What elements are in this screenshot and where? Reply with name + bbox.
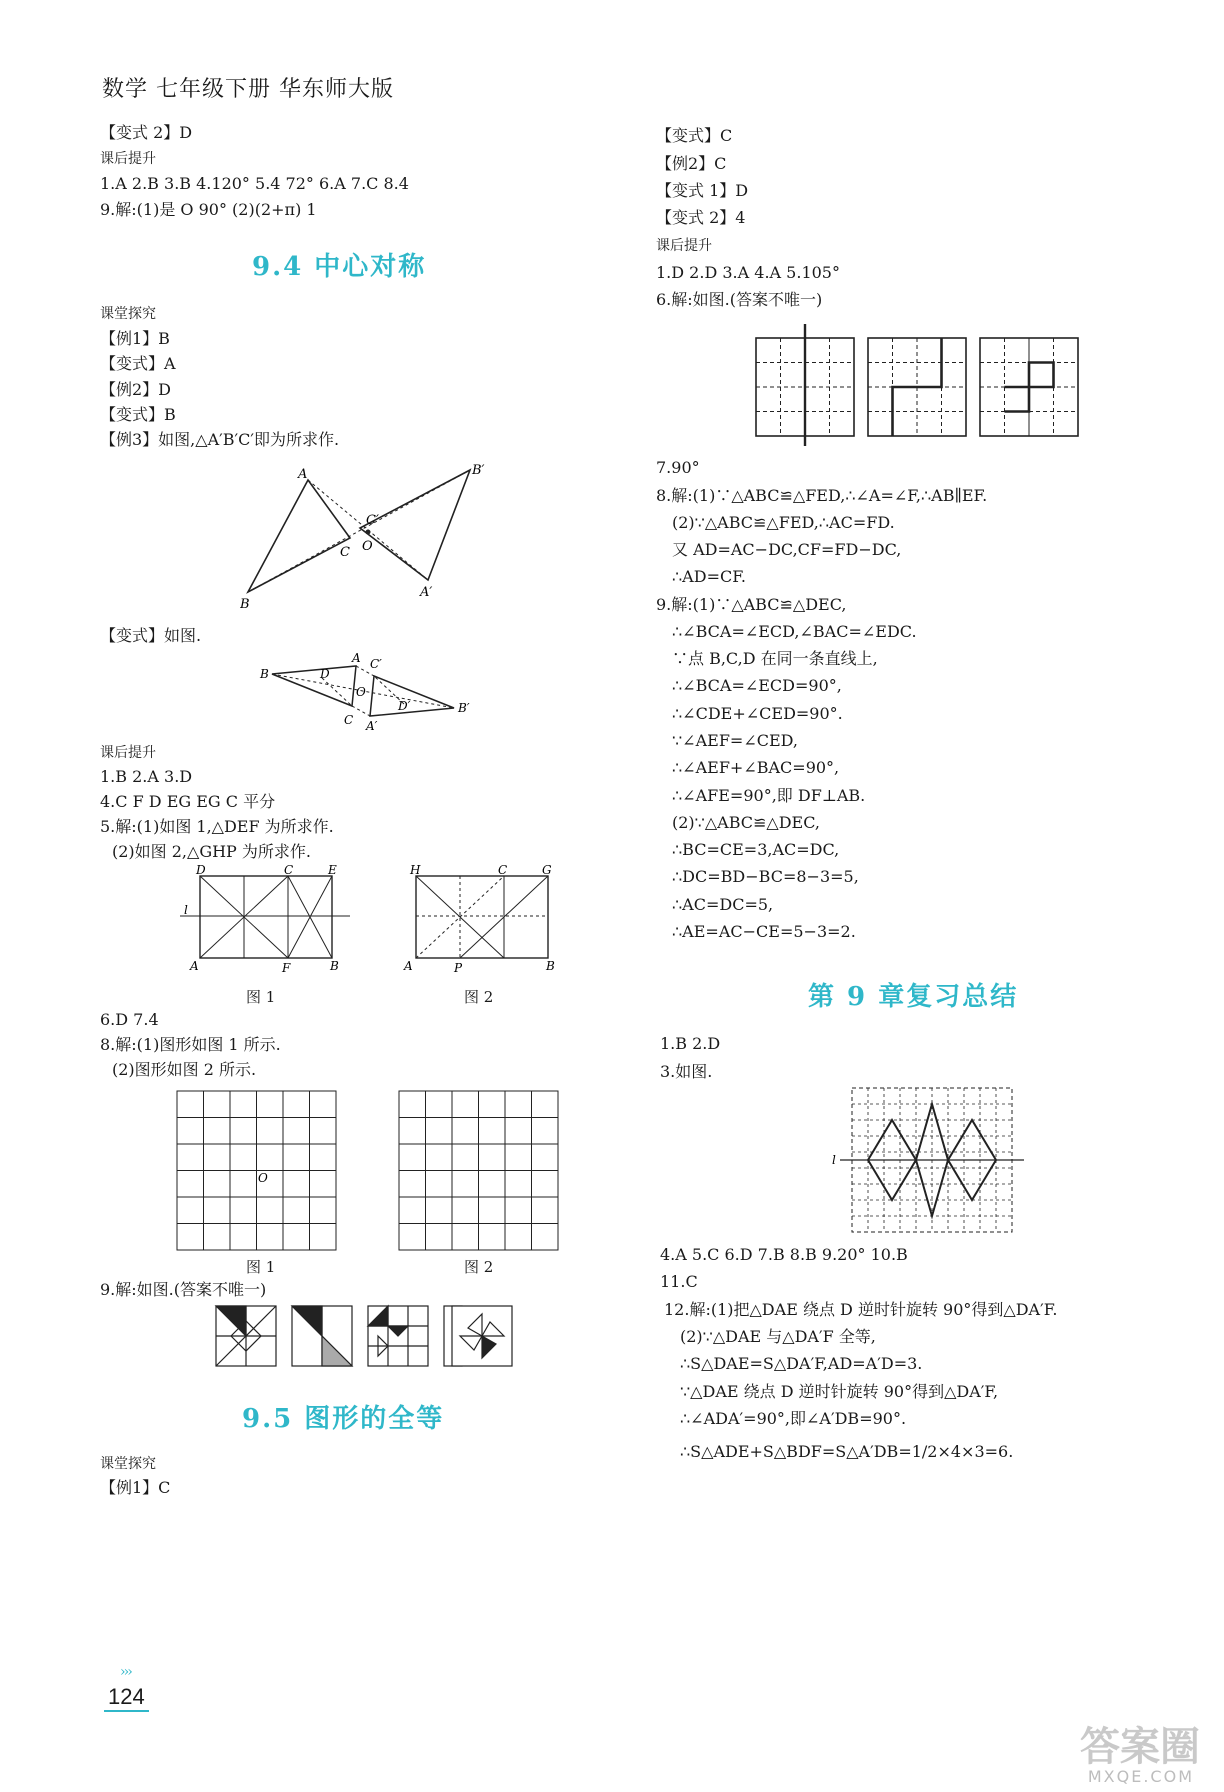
svg-text:B′: B′ [458,701,470,715]
svg-text:D: D [320,667,330,681]
rectangle-figure-1 [180,864,350,976]
answer-line: 5.解:(1)如图 1,△DEF 为所求作. [100,817,334,836]
svg-text:A′: A′ [420,585,433,600]
svg-text:O: O [258,1171,268,1185]
answer-line: 【变式】B [100,405,176,424]
answer-line: 【变式】C [656,126,733,145]
svg-text:A: A [190,959,199,973]
dashed-grid-figures [752,324,1092,446]
svg-text:A′: A′ [366,719,378,733]
answer-line: 6.D 7.4 [100,1010,159,1029]
svg-text:P: P [454,961,463,975]
pattern-squares [214,1304,464,1368]
answer-line: 1.B 2.A 3.D [100,767,193,786]
svg-text:B: B [330,959,339,973]
subheading: 课后提升 [100,745,156,761]
answer-line: 6.解:如图.(答案不唯一) [656,290,823,309]
answer-line: 8.解:(1)∵△ABC≌△FED,∴∠A=∠F,∴AB∥EF. [656,486,988,505]
answer-line: 【例2】C [656,154,727,173]
svg-text:C′: C′ [370,657,382,671]
subheading: 课后提升 [100,151,156,167]
svg-text:B: B [546,959,555,973]
answer-line: (2)∵△ABC≌△DEC, [672,813,820,832]
svg-text:A: A [404,959,413,973]
answer-line: ∴AC=DC=5, [672,895,774,914]
answer-line: 【例1】C [100,1478,171,1497]
answer-line: 12.解:(1)把△DAE 绕点 D 逆时针旋转 90°得到△DA′F. [664,1300,1058,1319]
answer-line: ∴BC=CE=3,AC=DC, [672,840,840,859]
answer-line: 8.解:(1)图形如图 1 所示. [100,1035,281,1054]
section-title-9-5: 9.5 图形的全等 [242,1404,445,1434]
svg-text:C: C [284,864,294,877]
svg-text:D: D [196,864,206,877]
svg-text:H: H [410,864,421,877]
grid-figure-2 [398,1090,560,1252]
svg-text:A: A [298,467,308,482]
svg-text:l: l [832,1153,836,1167]
answer-line: 11.C [660,1272,698,1291]
answer-line: (2)∵△DAE 与△DA′F 全等, [680,1327,876,1346]
svg-text:G: G [542,864,552,877]
symmetry-triangle-figure [240,462,500,612]
answer-line: 【变式】如图. [100,626,202,645]
answer-line: ∴S△DAE=S△DA′F,AD=A′D=3. [680,1354,923,1373]
answer-line: 9.解:如图.(答案不唯一) [100,1280,267,1299]
svg-text:l: l [184,903,188,917]
answer-line: 4.A 5.C 6.D 7.B 8.B 9.20° 10.B [660,1245,908,1264]
answer-line: 【例1】B [100,329,170,348]
subheading: 课堂探究 [100,306,156,322]
svg-text:C: C [344,713,354,727]
page-number: 124 [104,1684,149,1712]
answer-line: 4.C F D EG EG C 平分 [100,792,276,811]
answer-line: ∴∠AFE=90°,即 DF⊥AB. [672,786,866,805]
answer-line: ∴∠AEF+∠BAC=90°, [672,758,840,777]
section-title-9-4: 9.4 中心对称 [252,252,427,282]
watermark-url: MXQE.COM [1087,1767,1194,1786]
subheading: 课堂探究 [100,1456,156,1472]
page-header: 数学 七年级下册 华东师大版 [102,77,394,102]
answer-line: 9.解:(1)∵△ABC≌△DEC, [656,595,847,614]
answer-line: ∵∠AEF=∠CED, [672,731,798,750]
svg-text:B: B [260,667,269,681]
answer-line: 【变式 2】D [100,123,193,142]
answer-line: 3.如图. [660,1062,713,1081]
svg-text:D′: D′ [398,699,411,713]
answer-line: ∴∠CDE+∠CED=90°. [672,704,843,723]
figure-caption: 图 2 [464,988,494,1006]
svg-text:C: C [498,864,508,877]
answer-line: ∴DC=BD−BC=8−3=5, [672,867,859,886]
pinwheel-square [450,1304,516,1368]
answer-line: 【例3】如图,△A′B′C′即为所求作. [100,430,340,449]
answer-line: 1.D 2.D 3.A 4.A 5.105° [656,263,840,282]
grid-figure-1 [176,1090,338,1252]
answer-line: 【变式】A [100,354,176,373]
rectangle-figure-2 [400,864,560,976]
answer-line: 1.A 2.B 3.B 4.120° 5.4 72° 6.A 7.C 8.4 [100,174,409,193]
svg-text:C: C [340,545,350,560]
svg-text:E: E [328,864,337,877]
variant-figure [258,648,488,734]
answer-line: (2)如图 2,△GHP 为所求作. [112,842,311,861]
subheading: 课后提升 [656,238,712,254]
watermark-logo: 答案圈 [1080,1724,1200,1770]
answer-line: ∴∠ADA′=90°,即∠A′DB=90°. [680,1409,907,1428]
answer-line: 又 AD=AC−DC,CF=FD−DC, [672,540,902,559]
chevron-right-icon: ››› [120,1664,131,1680]
svg-text:A: A [352,651,361,665]
svg-text:B: B [240,597,250,612]
answer-line: 【例2】D [100,380,172,399]
svg-text:O: O [362,539,373,554]
answer-line: ∴AE=AC−CE=5−3=2. [672,922,856,941]
svg-text:C′: C′ [366,513,379,528]
answer-line: ∴AD=CF. [672,567,746,586]
svg-text:B′: B′ [472,463,485,478]
answer-line: ∵△DAE 绕点 D 逆时针旋转 90°得到△DA′F, [680,1382,999,1401]
answer-line: ∴∠BCA=∠ECD=90°, [672,676,842,695]
answer-line: 【变式 1】D [656,181,749,200]
diamond-grid-figure [830,1084,1026,1236]
answer-line: (2)∵△ABC≌△FED,∴AC=FD. [672,513,895,532]
answer-line: 【变式 2】4 [656,208,746,227]
figure-caption: 图 2 [464,1258,494,1276]
answer-line: ∴S△ADE+S△BDF=S△A′DB=1/2×4×3=6. [680,1442,1014,1461]
svg-text:F: F [282,961,291,975]
answer-line: ∵点 B,C,D 在同一条直线上, [672,649,878,668]
answer-line: 7.90° [656,458,700,477]
answer-line: 1.B 2.D [660,1034,721,1053]
section-title-chapter-9-review: 第 9 章复习总结 [808,982,1019,1012]
figure-caption: 图 1 [246,988,276,1006]
answer-line: 9.解:(1)是 O 90° (2)(2+π) 1 [100,200,317,219]
answer-line: (2)图形如图 2 所示. [112,1060,257,1079]
figure-caption: 图 1 [246,1258,276,1276]
answer-line: ∴∠BCA=∠ECD,∠BAC=∠EDC. [672,622,917,641]
svg-text:O: O [356,685,366,699]
